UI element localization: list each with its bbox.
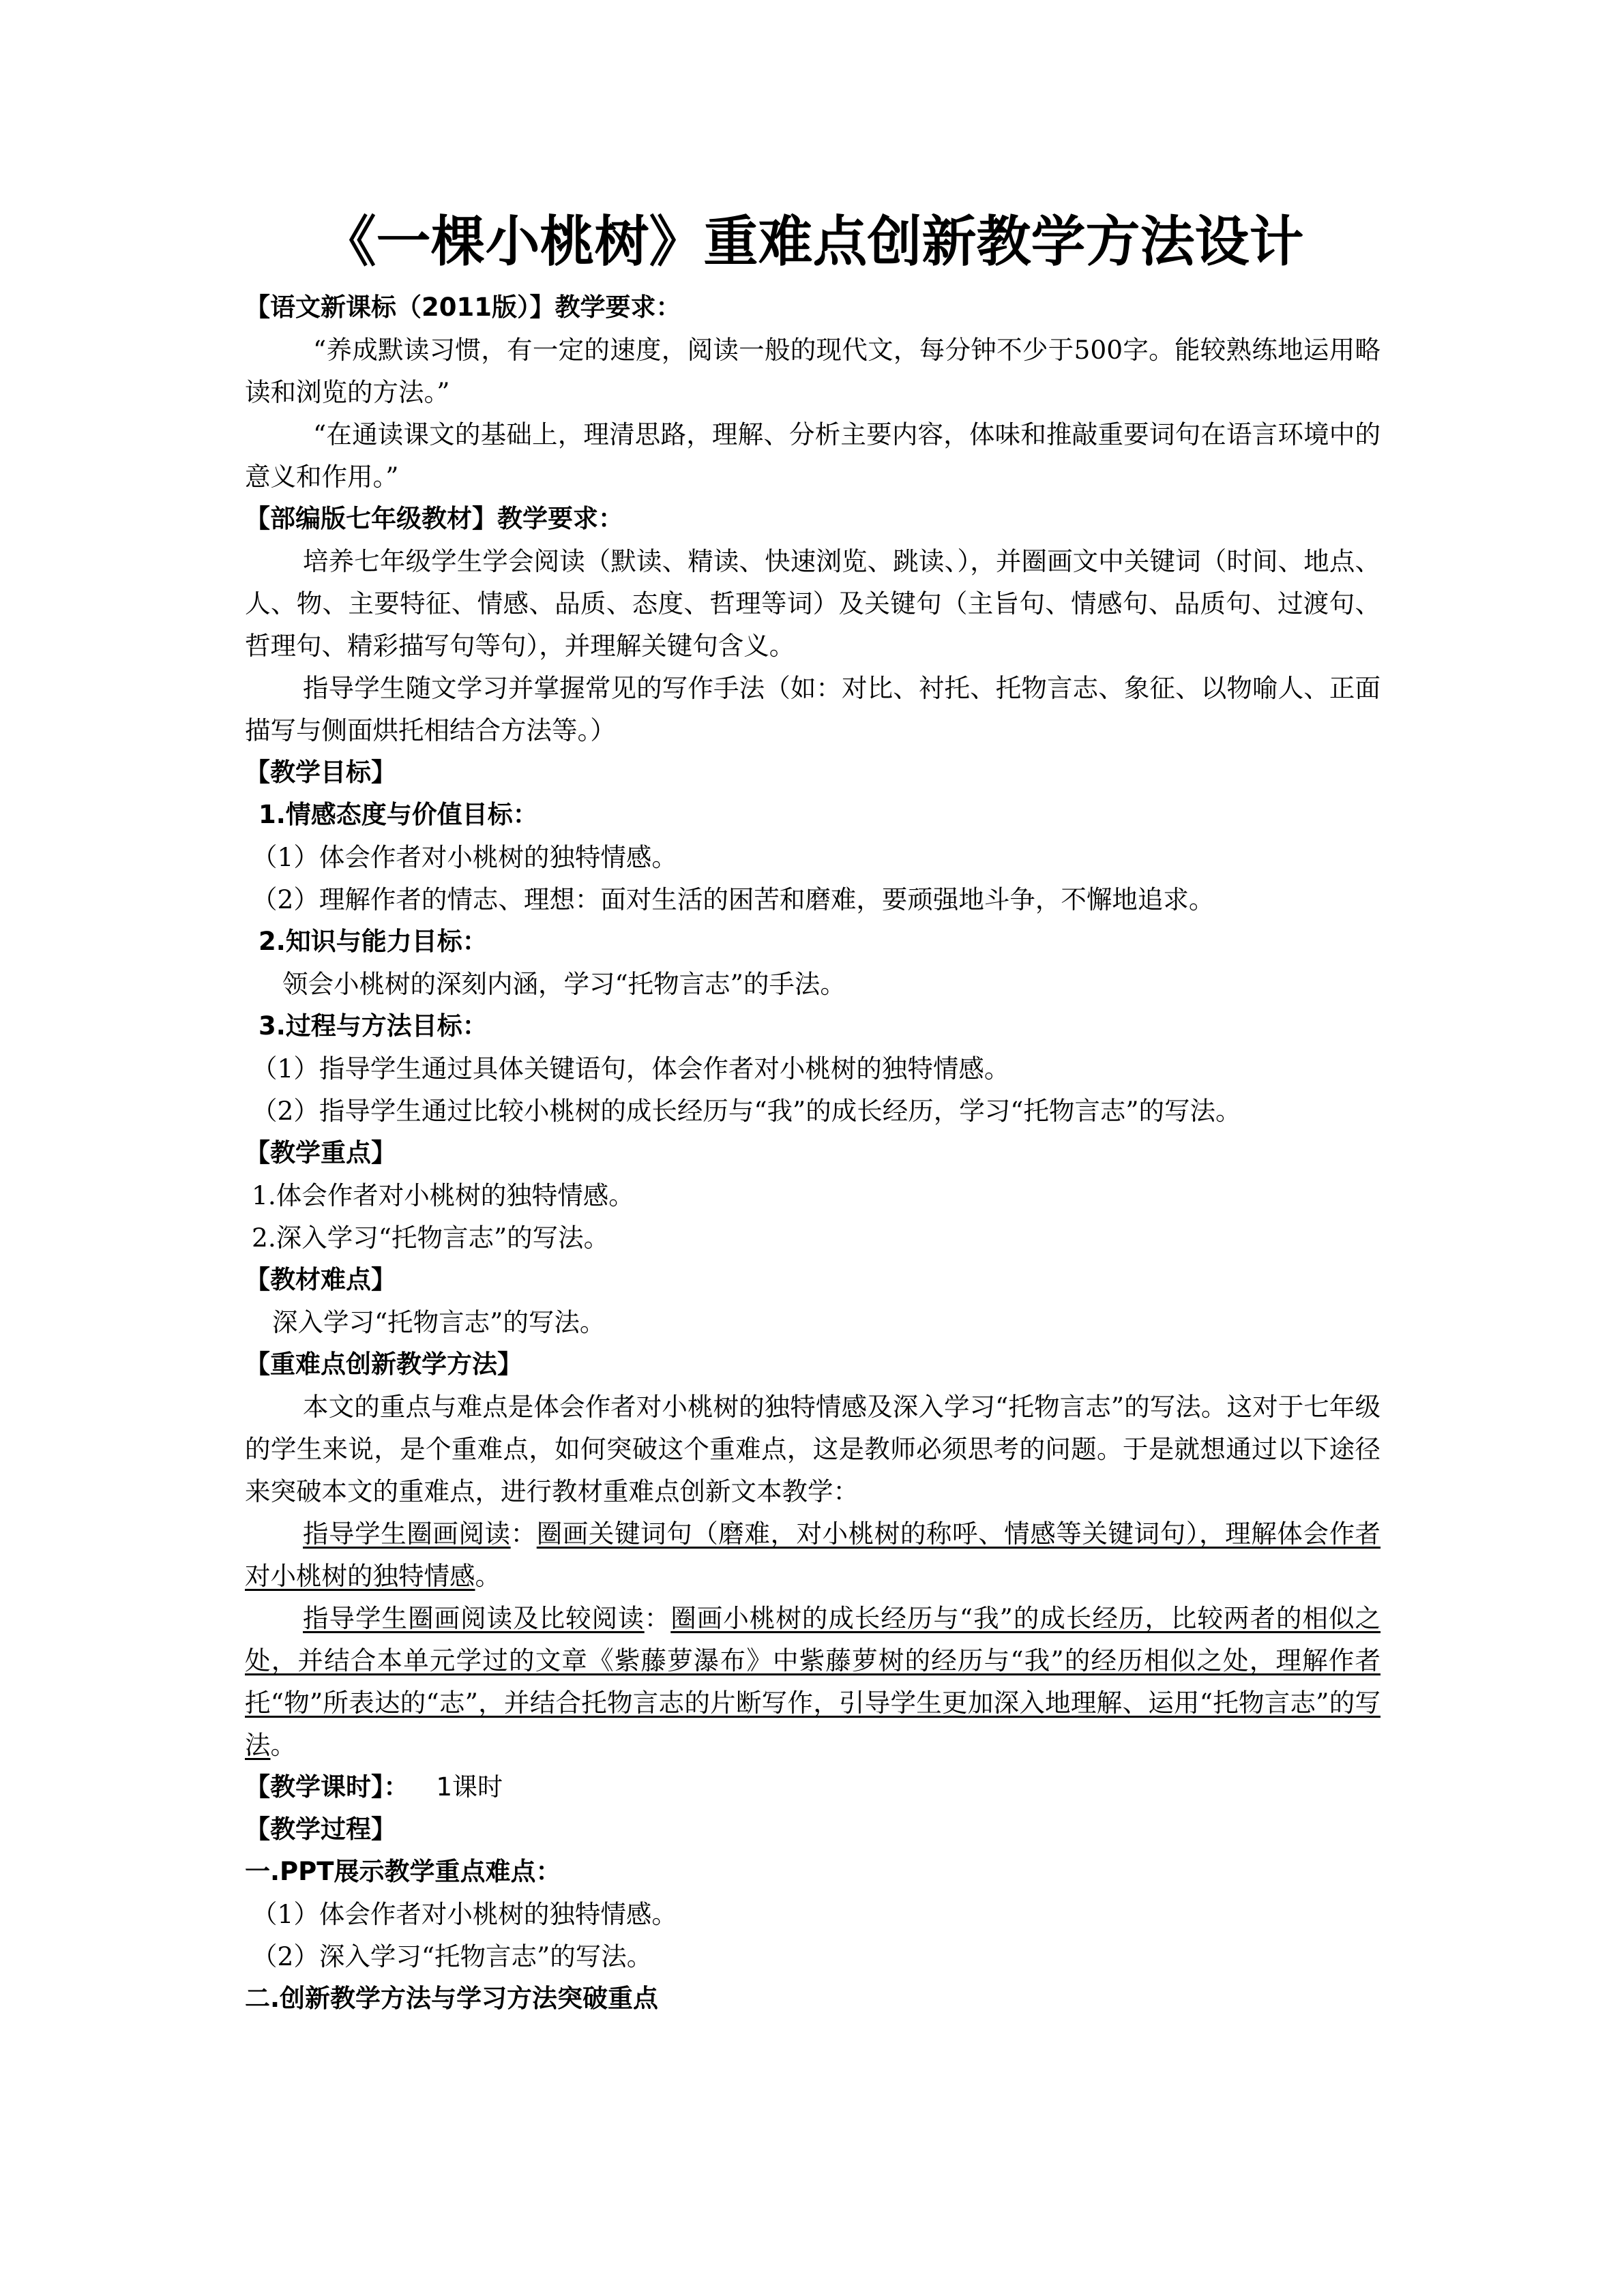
key-points-heading: 【教学重点】 — [245, 1138, 396, 1167]
process-step-1b: （2）深入学习“托物言志”的写法。 — [252, 1941, 653, 1971]
method-1-text: 圈画关键词句（磨难，对小桃树的称呼、情感等关键词句），理解体会作者对小桃树的独特情感 — [245, 1519, 1381, 1591]
process-step-2-title: 二.创新教学方法与学习方法突破重点 — [245, 1984, 659, 2013]
standards-paragraph-1: “养成默读习惯，有一定的速度，阅读一般的现代文，每分钟不少于500字。能较熟练地运用略读和浏览的方法。” — [245, 335, 1381, 407]
process-heading: 【教学过程】 — [245, 1815, 396, 1844]
method-1 — [245, 1512, 1381, 1597]
methods-heading: 【重难点创新教学方法】 — [245, 1350, 522, 1379]
method-1-separator: ： — [510, 1519, 537, 1549]
objectives-heading: 【教学目标】 — [245, 758, 396, 787]
method-2-end: 。 — [270, 1730, 296, 1760]
method-2-text: 圈画小桃树的成长经历与“我”的成长经历，比较两者的相似之处，并结合本单元学过的文章《紫藤萝瀑布》中紫藤萝树的经历与“我”的经历相似之处，理解作者托“物”所表达的“志”，并结合托物言志的片断写作，引导学生更加深入地理解、运用“托物言志”的写法 — [245, 1603, 1381, 1760]
methods-paragraph: 本文的重点与难点是体会作者对小桃树的独特情感及深入学习“托物言志”的写法。这对于七年级的学生来说，是个重难点，如何突破这个重难点，这是教师必须思考的问题。于是就想通过以下途径来突破本文的重难点，进行教材重难点创新文本教学： — [245, 1392, 1381, 1506]
standards-heading: 【语文新课标（2011版）】教学要求： — [245, 293, 681, 322]
document-title: 《一棵小桃树》重难点创新教学方法设计 — [321, 210, 1304, 273]
textbook-heading: 【部编版七年级教材】教学要求： — [245, 504, 623, 533]
difficulties-heading: 【教材难点】 — [245, 1265, 396, 1294]
objective-3a: （1）指导学生通过具体关键语句，体会作者对小桃树的独特情感。 — [252, 1054, 1010, 1084]
objective-3b: （2）指导学生通过比较小桃树的成长经历与“我”的成长经历，学习“托物言志”的写法。 — [252, 1096, 1241, 1126]
key-point-2: 2.深入学习“托物言志”的写法。 — [252, 1223, 610, 1253]
method-1-end: 。 — [475, 1561, 501, 1591]
difficulty-1: 深入学习“托物言志”的写法。 — [272, 1307, 606, 1337]
hours-label: 【教学课时】： — [245, 1772, 409, 1802]
method-2 — [245, 1597, 1381, 1766]
hours-value: 1课时 — [436, 1772, 503, 1802]
objective-1b: （2）理解作者的情志、理想：面对生活的困苦和磨难，要顽强地斗争，不懈地追求。 — [252, 884, 1215, 914]
objective-3-title: 3.过程与方法目标： — [259, 1011, 488, 1041]
method-1-label: 指导学生圈画阅读 — [303, 1519, 511, 1549]
objective-2-title: 2.知识与能力目标： — [259, 927, 488, 956]
process-step-1-title: 一.PPT展示教学重点难点： — [245, 1857, 561, 1886]
method-2-separator: ： — [644, 1603, 671, 1633]
document-page — [245, 205, 1381, 2020]
standards-paragraph-2: “在通读课文的基础上，理清思路，理解、分析主要内容，体味和推敲重要词句在语言环境中的意义和作用。” — [245, 419, 1381, 492]
textbook-paragraph-1: 培养七年级学生学会阅读（默读、精读、快速浏览、跳读、），并圈画文中关键词（时间、地点、人、物、主要特征、情感、品质、态度、哲理等词）及关键句（主旨句、情感句、品质句、过渡句、哲理句、精彩描写句等句），并理解关键句含义。 — [245, 546, 1381, 661]
textbook-paragraph-2: 指导学生随文学习并掌握常见的写作手法（如：对比、衬托、托物言志、象征、以物喻人、正面描写与侧面烘托相结合方法等。） — [245, 673, 1381, 745]
hours-heading — [245, 1766, 1381, 1808]
objective-2a: 领会小桃树的深刻内涵，学习“托物言志”的手法。 — [282, 969, 846, 999]
key-point-1: 1.体会作者对小桃树的独特情感。 — [252, 1180, 634, 1210]
process-step-1a: （1）体会作者对小桃树的独特情感。 — [252, 1899, 677, 1929]
objective-1-title: 1.情感态度与价值目标： — [259, 800, 538, 829]
method-2-label: 指导学生圈画阅读及比较阅读 — [303, 1603, 645, 1633]
objective-1a: （1）体会作者对小桃树的独特情感。 — [252, 842, 677, 872]
